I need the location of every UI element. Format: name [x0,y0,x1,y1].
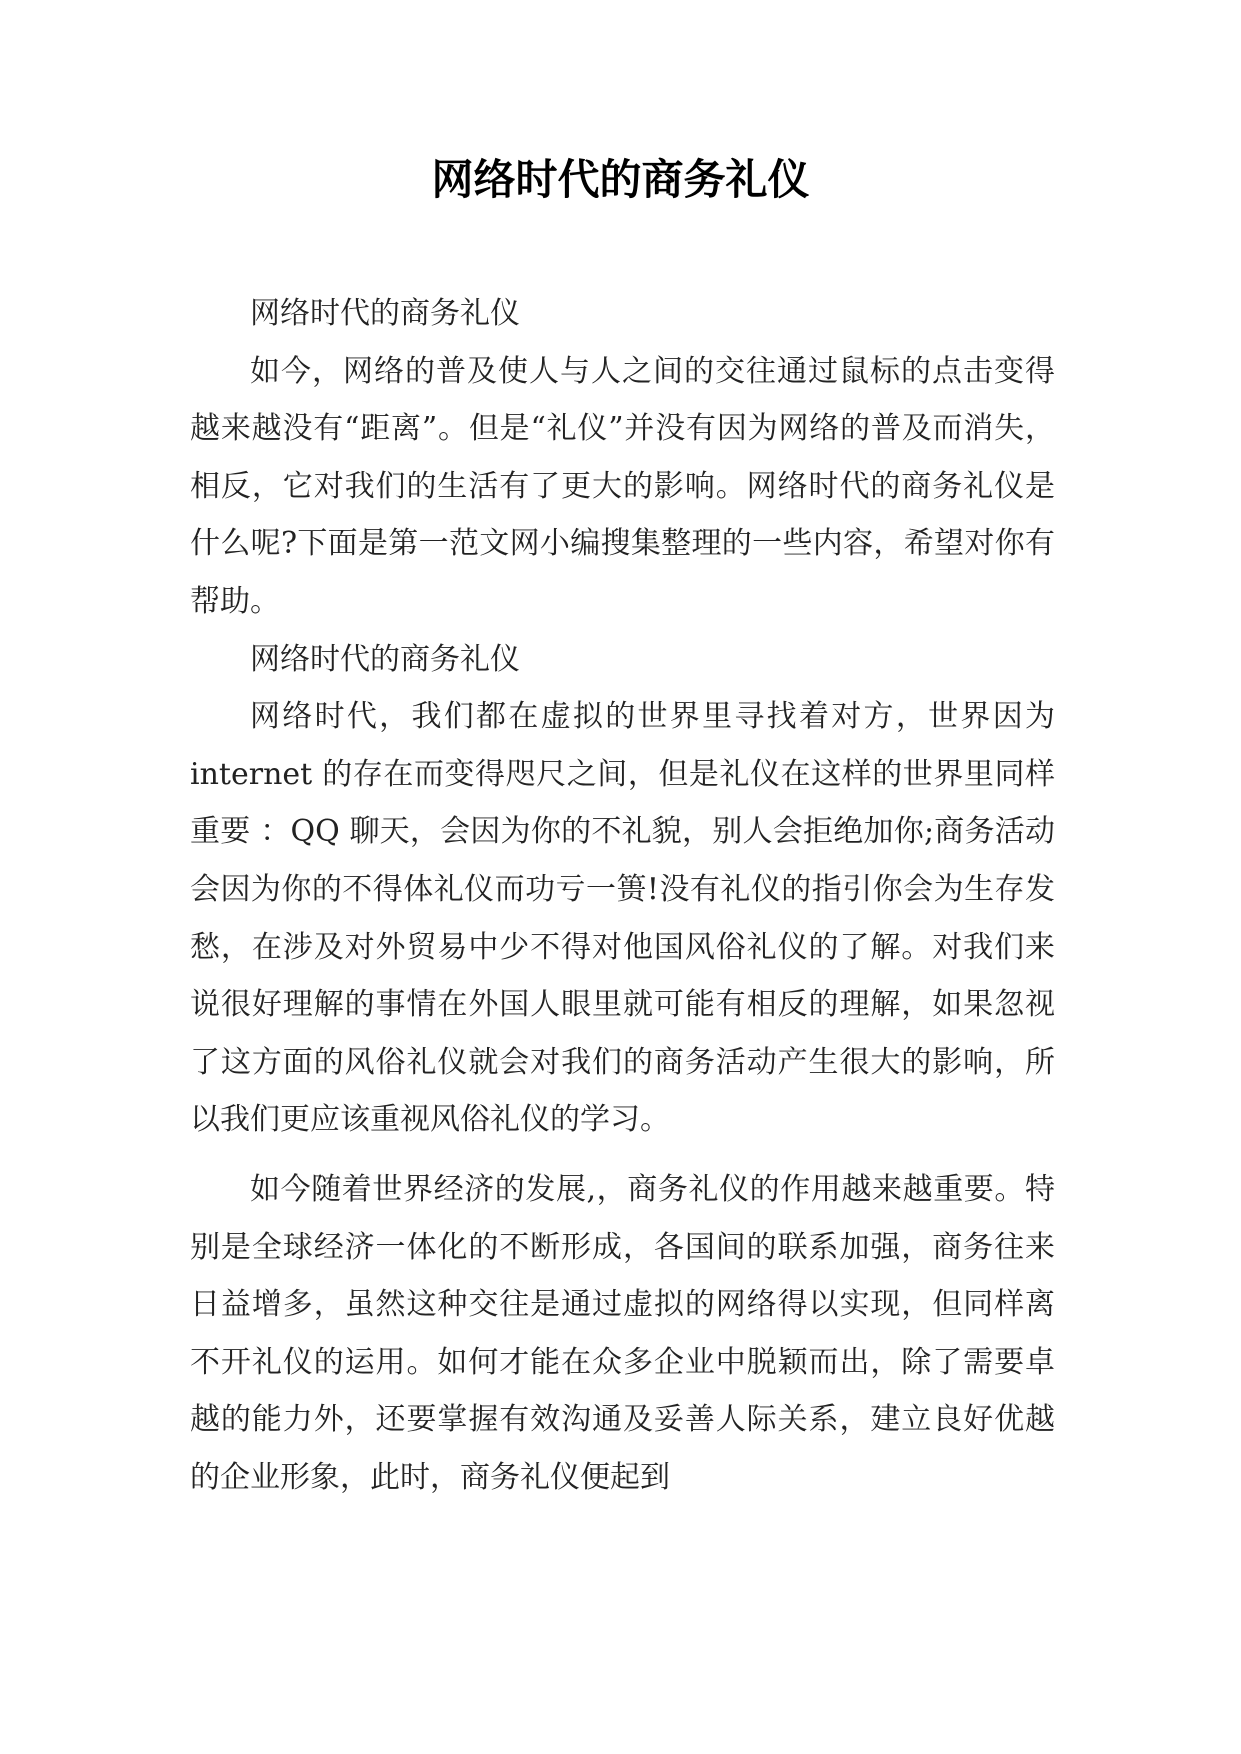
paragraph-body: 如今随着世界经济的发展,，商务礼仪的作用越来越重要。特别是全球经济一体化的不断形成，各国间的联系加强，商务往来日益增多，虽然这种交往是通过虚拟的网络得以实现，但同样离不开礼仪的运用。如何才能在众多企业中脱颖而出，除了需要卓越的能力外，还要掌握有效沟通及妥善人际关系，建立良好优越的企业形象，此时，商务礼仪便起到 [190,1171,1055,1495]
document-title: 网络时代的商务礼仪 [431,155,810,204]
paragraph-intro: 如今，网络的普及使人与人之间的交往通过鼠标的点击变得越来越没有“距离”。但是“礼仪”并没有因为网络的普及而消失，相反，它对我们的生活有了更大的影响。网络时代的商务礼仪是什么呢?下面是第一范文网小编搜集整理的一些内容，希望对你有帮助。 [190,353,1055,619]
document-body [190,285,1055,1506]
paragraph-subtitle: 网络时代的商务礼仪 [250,641,520,677]
paragraph-subtitle: 网络时代的商务礼仪 [250,296,520,331]
paragraph-body: 网络时代，我们都在虚拟的世界里寻找着对方，世界因为 internet 的存在而变得咫尺之间，但是礼仪在这样的世界里同样重要 ：QQ 聊天，会因为你的不礼貌，别人会拒绝加你;商务活动会因为你的不得体礼仪而功亏一篑!没有礼仪的指引你会为生存发愁，在涉及对外贸易中少不得对他国风俗礼仪的了解。对我们来说很好理解的事情在外国人眼里就可能有相反的理解，如果忽视了这方面的风俗礼仪就会对我们的商务活动产生很大的影响，所以我们更应该重视风俗礼仪的学习。 [190,699,1055,1138]
